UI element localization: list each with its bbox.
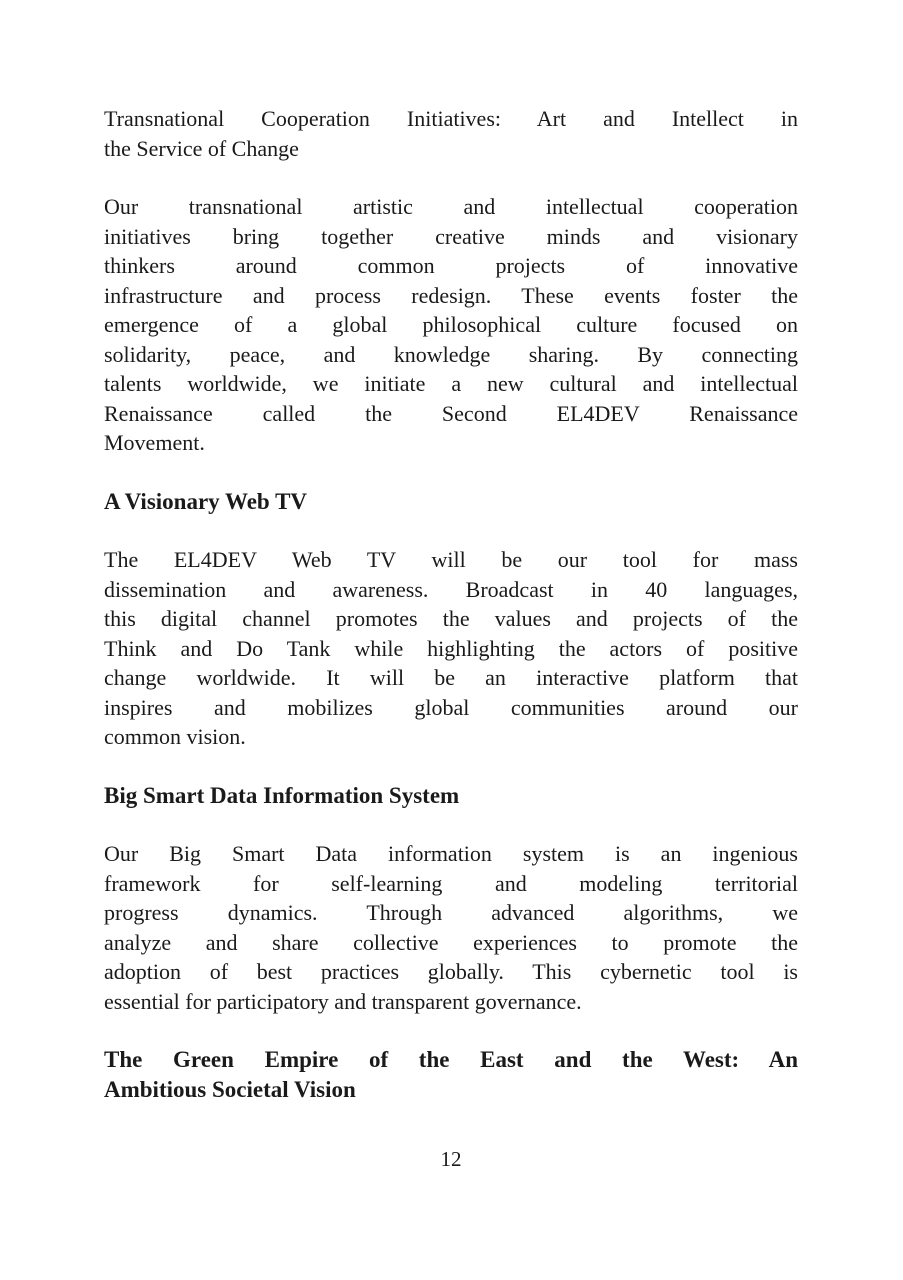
text-line: emergence of a global philosophical culture focused on (104, 312, 798, 337)
text-line: progress dynamics. Through advanced algorithms, we (104, 900, 798, 925)
paragraph-transnational-cooperation (104, 192, 798, 458)
text-line: Big Smart Data Information System (104, 782, 460, 808)
text-line: initiatives bring together creative minds and visionary (104, 223, 798, 249)
text-line: the Service of Change (104, 135, 299, 161)
section-heading-transnational-cooperation (104, 104, 798, 163)
text-line: this digital channel promotes the values and projects of the (104, 606, 798, 631)
text-line: framework for self-learning and modeling territorial (104, 870, 798, 896)
text-line: Renaissance called the Second EL4DEV Renaissance (104, 400, 798, 426)
paragraph-visionary-web-tv (104, 545, 798, 752)
text-line: Movement. (104, 430, 205, 455)
text-line: analyze and share collective experiences to promote the (104, 929, 798, 955)
text-line: Ambitious Societal Vision (104, 1076, 356, 1102)
text-line: adoption of best practices globally. This cybernetic tool is (104, 959, 798, 984)
text-line: thinkers around common projects of innovative (104, 253, 798, 278)
page-content (104, 104, 798, 1133)
text-line: essential for participatory and transparent governance. (104, 988, 582, 1014)
text-line: common vision. (104, 724, 246, 749)
section-heading-big-smart-data (104, 781, 798, 811)
text-line: A Visionary Web TV (104, 488, 308, 514)
text-line: The Green Empire of the East and the West: An (104, 1047, 798, 1072)
page-number: 12 (440, 1147, 462, 1171)
text-line: Transnational Cooperation Initiatives: Art and Intellect in (104, 106, 798, 131)
text-line: The EL4DEV Web TV will be our tool for mass (104, 547, 798, 572)
text-line: solidarity, peace, and knowledge sharing. By connecting (104, 341, 798, 367)
text-line: inspires and mobilizes global communities around our (104, 694, 798, 720)
section-heading-green-empire (104, 1045, 798, 1104)
text-line: change worldwide. It will be an interactive platform that (104, 665, 798, 690)
text-line: Our Big Smart Data information system is an ingenious (104, 841, 798, 866)
section-heading-visionary-web-tv (104, 487, 798, 517)
paragraph-big-smart-data (104, 839, 798, 1016)
text-line: Think and Do Tank while highlighting the actors of positive (104, 635, 798, 661)
text-line: infrastructure and process redesign. These events foster the (104, 282, 798, 308)
text-line: talents worldwide, we initiate a new cultural and intellectual (104, 371, 798, 396)
text-line: dissemination and awareness. Broadcast in 40 languages, (104, 576, 798, 602)
text-line: Our transnational artistic and intellectual cooperation (104, 194, 798, 219)
